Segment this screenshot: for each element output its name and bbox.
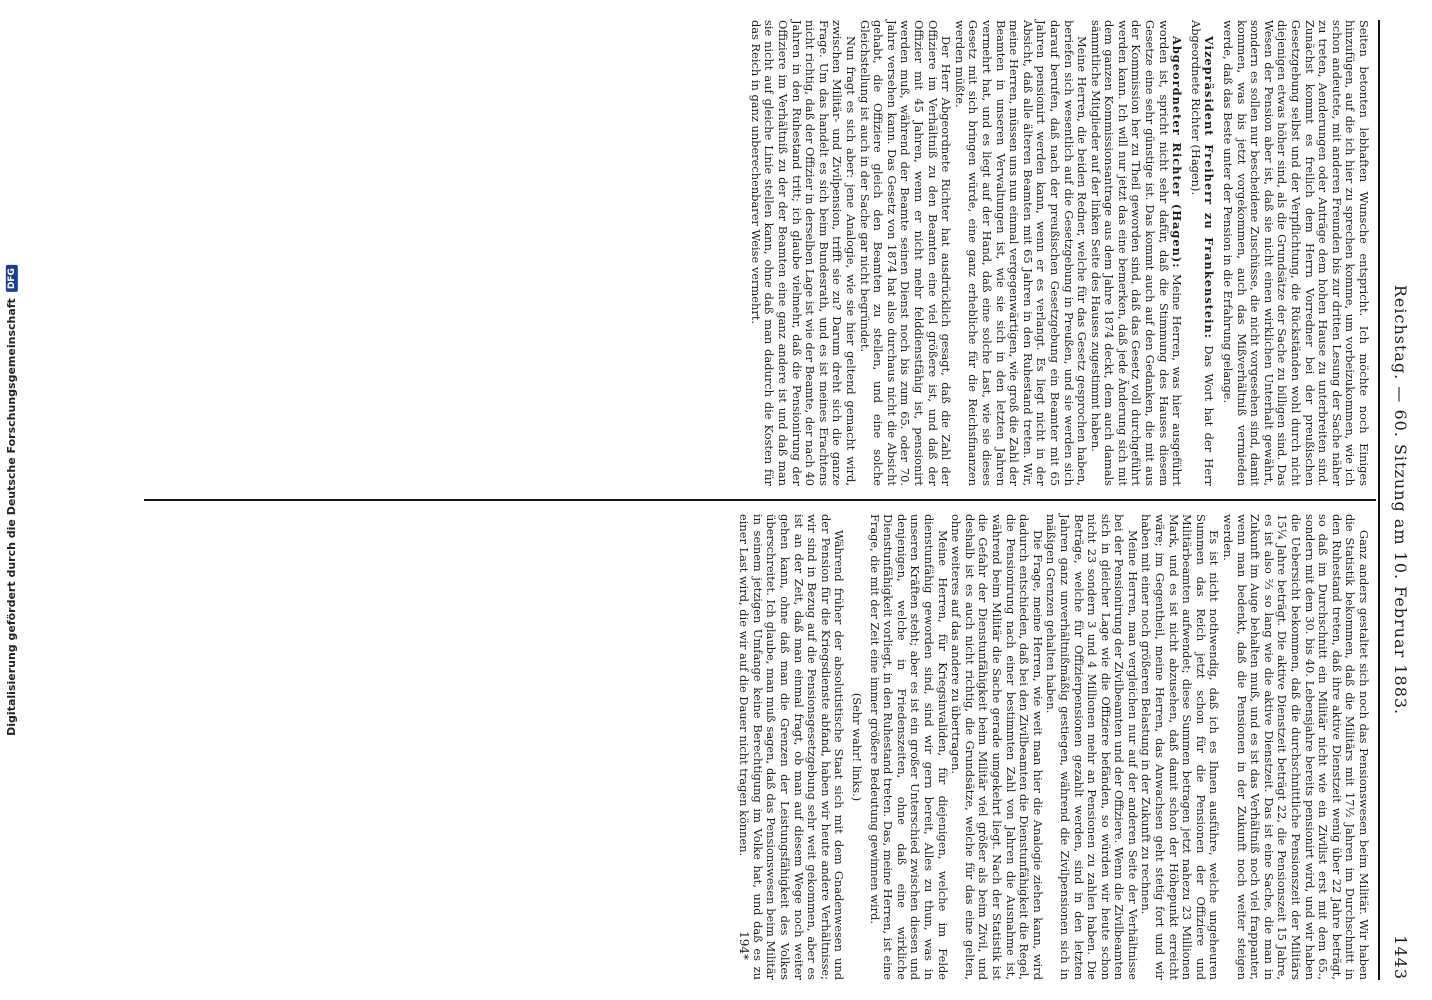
speaker-name: Abgeordneter Richter (Hagen):	[1170, 36, 1185, 269]
dfg-logo: DFG	[5, 265, 17, 292]
paragraph: Meine Herren, für Kriegsinvaliden, für diejenigen, welche im Felde dienstunfähig geworden sind, sind wir gern bereit, Alles zu thun, was in unseren Kräften steht; aber es ist ein großer Unterschied zwischen diesen und denjenigen, welche in Friedenszeiten, ohne daß eine wirkliche Dienstunfähigkeit vorliegt, in den Ruhestand treten. Das, meine Herren, ist eine Frage, die mit der Zeit eine immer größere Bedeutung gewinnen wird.	[867, 514, 950, 980]
paragraph	[1088, 20, 1183, 486]
left-column	[748, 20, 1370, 486]
header-rule	[1378, 20, 1380, 980]
interjection: (Sehr wahr! links.)	[850, 692, 865, 802]
right-column	[737, 514, 1370, 980]
credit-text: Digitalisierung gefördert durch die Deutsche Forschungsgemeinschaft	[4, 297, 18, 736]
paragraph: Meine Herren, die beiden Redner, welche für das Gesetz gesprochen haben, beriefen sich wesentlich auf die Gesetzgebung in Preußen, und sie werden sich darauf berufen, daß nach der preußischen Gesetzgebung ein Beamter mit 65 Jahren pensionirt werden kann, wenn er es verlangt. Es liegt nicht in der Absicht, daß alle älteren Beamten mit 65 Jahren in den Ruhestand treten. Wir, meine Herren, müssen uns nun einmal vergegenwärtigen, wie groß die Zahl der Beamten in unseren Verwaltungen ist, wie sie sich in den letzten Jahren vermehrt hat, und es liegt auf der Hand, daß eine solche Last, wie sie dieses Gesetz mit sich bringen würde, eine ganz erhebliche für die Reichsfinanzen werden müßte.	[952, 20, 1090, 486]
paragraph: Seiten betonten lebhaften Wunsche entspricht. Ich möchte noch Einiges hinzufügen, auf die ich hier zu sprechen komme, um vorbeizukommen, wie ich schon andeutete, mit anderen Freunden bis zur dritten Lesung der Sache näher zu treten, Aenderungen oder Anträge dem hohen Hause zu unterbreiten sind. Zunächst kommt es freilich dem Herrn Vorredner bei der preußischen Gesetzgebung selbst und der Verpflichtung, die Rückständen wohl durch nicht diejenigen etwas höher sind, als die Grundsätze der Sache zu billigen sind. Das Wesen der Pension aber ist, daß sie nicht einen wirklichen Unterhalt gewährt, sondern es sollen nur bescheidene Zuschüsse, die nicht vorgesehen sind, damit kommen, was bis jetzt vorgekommen, auch das Mißverhältniß vermieden werde, daß das Beste unter der Pension in die Erfahrung gelange.	[1221, 20, 1371, 486]
header-title: Reichstag. — 60. Sitzung am 10. Februar 1883.	[1391, 284, 1410, 716]
paragraph: Es ist nicht nothwendig, daß ich es Ihnen ausführe, welche ungeheuren Summen das Reich jetzt schon für die Pensionen der Offiziere und Militärbeamten aufwendet; diese Summen betragen jetzt nahezu 23 Millionen Mark, und es ist nicht abzusehen, daß damit schon der Höhepunkt erreicht wäre; im Gegentheil, meine Herren, das Anwachsen geht stetig fort und wir haben mit einer noch größeren Belastung in der Zukunft zu rechnen.	[1139, 514, 1222, 980]
paragraph: Die Frage, meine Herren, wie weit man hier die Analogie ziehen kann, wird dadurch entschieden, daß bei den Zivilbeamten die Dienstunfähigkeit die Regel, die Pensionirung nach einer bestimmten Zahl von Jahren die Ausnahme ist, während beim Militär die Sache gerade umgekehrt liegt. Nach der Statistik ist die Gefahr der Dienstunfähigkeit beim Militär viel größer als beim Zivil, und deshalb ist es auch nicht richtig, die Grundsätze, welche für das eine gelten, ohne weiteres auf das andere zu übertragen.	[949, 514, 1045, 980]
digitization-credit	[0, 0, 22, 1000]
page-header	[1380, 20, 1420, 980]
paragraph: Ganz anders gestaltet sich noch das Pensionswesen beim Militär. Wir haben die Statistik bekommen, daß die Militärs mit 17½ Jahren im Durchschnitt in den Ruhestand treten, daß ihre aktive Dienstzeit wenig über 22 Jahre beträgt, so daß im Durchschnitt ein Militär nicht wie ein Zivilist erst mit dem 65., sondern mit dem 30. bis 40. Lebensjahre bereits pensionirt wird, und wir haben die Uebersicht bekommen, daß die durchschnittliche Pensionszeit der Militärs 15¼ Jahre beträgt. Die aktive Dienstzeit beträgt 22, die Pensionszeit 15 Jahre, es ist also ⅔ so lang wie die aktive Dienstzeit. Das ist eine Sache, die man in Zukunft im Auge behalten muß, und es ist das Verhältniß noch viel frappanter, wenn man bedenkt, daß die Pensionen in der Zukunft noch weiter steigen werden.	[1221, 514, 1371, 980]
column-divider	[144, 499, 1376, 501]
speech-text: Meine Herren, was hier ausgeführt worden ist, spricht nicht sehr dafür, daß die Stimmung des Hauses diesem Gesetze eine sehr günstige ist. Das kommt auch auf den Gedanken, die mit aus der Kommission her zu Theil geworden sind, daß das Gesetz voll durchgeführt werden kann. Ich will nur jetzt das eine bemerken, daß jede Änderung sich mit dem ganzen Kommissionsantrage aus dem Jahre 1874 deckt, dem auch damals sämmtliche Mitglieder auf der linken Seite des Hauses zugestimmt haben.	[1088, 20, 1185, 486]
header-page-number: 1443	[1391, 935, 1410, 980]
paragraph: Meine Herren, man vergleichen nur auf der anderen Seite der Verhältnisse bei der Pensionirung der Zivilbeamten und der Offiziere. Wenn die Zivilbeamten sich in gleicher Lage wie die Offiziere befänden, so würden wir heute schon nicht 23 sondern 3 und 4 Millionen mehr an Pensionen zu zahlen haben. Die Beträge, welche für Offizierpensionen gezahlt werden, sind in den letzten Jahren ganz unverhältnißmäßig gestiegen, während die Zivilpensionen sich in mäßigen Grenzen gehalten haben.	[1044, 514, 1140, 980]
speaker-name: Vizepräsident Freiherr zu Frankenstein:	[1202, 36, 1217, 339]
newspaper-page	[120, 20, 1420, 980]
paragraph	[1188, 20, 1215, 486]
speech-text: Das Wort hat der Herr Abgeordnete Richter (Hagen).	[1188, 20, 1217, 486]
paragraph: Während früher der absolutistische Staat sich mit dem Gnadenwesen und der Pension für die Kriegsdienste abfand, haben wir heute andere Verhältnisse; wir sind in Bezug auf die Pensionsgesetzgebung sehr weit gekommen, aber es ist an der Zeit, daß man einmal fragt, ob man auf diesem Wege noch weiter gehen kann, ohne daß man die Grenzen der Leistungsfähigkeit des Volkes überschreitet. Ich glaube, man muß sagen, daß das Pensionswesen beim Militär in seinem jetzigen Umfange keine Berechtigung im Volke hat, und daß es zu einer Last wird, die wir auf die Dauer nicht tragen können.	[737, 514, 847, 980]
paragraph: Nun fragt es sich aber: jene Analogie, wie sie hier geltend gemacht wird, zwischen Militär- und Zivilpension, trifft sie zu? Darum dreht sich die ganze Frage. Um das handelt es sich beim Bundesrath, und es ist meines Erachtens nicht richtig, daß der Offizier in derselben Lage ist wie der Beamte, der nach 40 Jahren in den Ruhestand tritt; ich glaube vielmehr, daß die Pensionirung der Offiziere im Verhältniß zu der der Beamten eine ganz andere ist und daß man sie nicht auf gleiche Linie stellen kann, ohne daß man dadurch die Kosten für das Reich in ganz unberechenbarer Weise vermehrt.	[748, 20, 859, 486]
paragraph: Der Herr Abgeordnete Richter hat ausdrücklich gesagt, daß die Zahl der Offiziere im Verhältniß zu den Beamten eine viel größere ist, und daß der Offizier mit 45 Jahren, wenn er nicht mehr felddienstfähig ist, pensionirt werden muß, während der Beamte seinen Dienst noch bis zum 65. oder 70. Jahre versehen kann. Das Gesetz von 1874 hat also durchaus nicht die Absicht gehabt, die Offiziere gleich den Beamten zu stellen, und eine solche Gleichstellung ist auch in der Sache gar nicht begründet.	[857, 20, 954, 486]
sheet-number: 194*	[737, 931, 752, 960]
